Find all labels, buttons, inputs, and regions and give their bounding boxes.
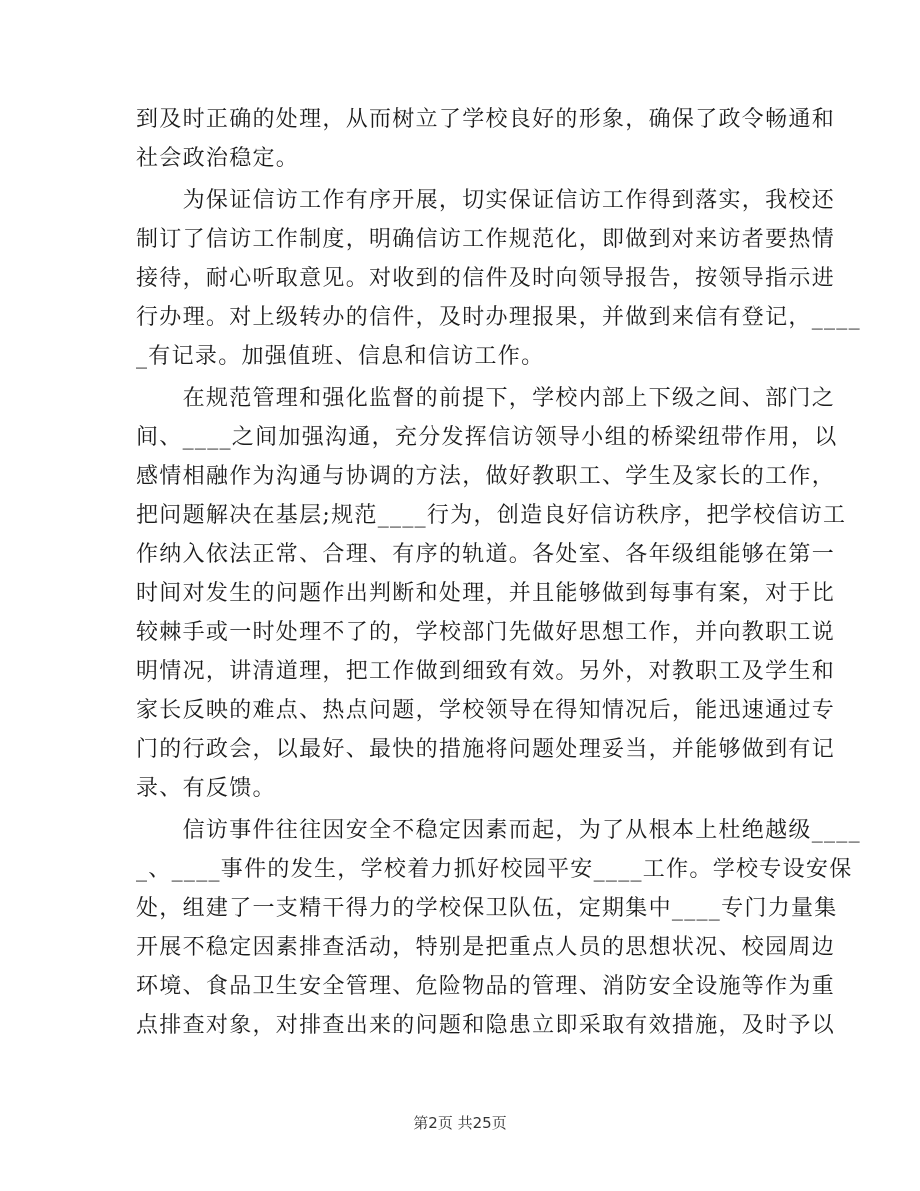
text-line: 明情况，讲清道理，把工作做到细致有效。另外，对教职工及学生和 [136, 659, 836, 684]
paragraph-4 [136, 811, 861, 1045]
paragraph-2 [136, 181, 861, 376]
page-number-footer: 第2页 共25页 [413, 1114, 507, 1132]
text-line: 作纳入依法正常、合理、有序的轨道。各处室、各年级组能够在第一 [136, 542, 836, 567]
text-line: 录、有反馈。 [136, 776, 276, 801]
text-line: 社会政治稳定。 [136, 146, 300, 171]
text-line: _有记录。加强值班、信息和信访工作。 [136, 344, 545, 369]
text-line: 制订了信访工作制度，明确信访工作规范化，即做到对来访者要热情 [136, 227, 836, 252]
text-line: 接待，耐心听取意见。对收到的信件及时向领导报告，按领导指示进 [136, 266, 836, 291]
text-line: 间、____之间加强沟通，充分发挥信访领导小组的桥梁纽带作用，以 [136, 425, 838, 450]
text-line: 处，组建了一支精干得力的学校保卫队伍，定期集中____专门力量集 [136, 896, 838, 921]
text-line: 感情相融作为沟通与协调的方法，做好教职工、学生及家长的工作， [136, 464, 836, 489]
text-line: 较棘手或一时处理不了的，学校部门先做好思想工作，并向教职工说 [136, 620, 836, 645]
text-line: 到及时正确的处理，从而树立了学校良好的形象，确保了政令畅通和 [136, 107, 836, 132]
text-line: 时间对发生的问题作出判断和处理，并且能够做到每事有案，对于比 [136, 581, 836, 606]
paragraph-3 [136, 379, 847, 808]
text-line: 环境、食品卫生安全管理、危险物品的管理、消防安全设施等作为重 [136, 974, 836, 999]
text-line: _、____事件的发生，学校着力抓好校园平安____工作。学校专设安保 [136, 857, 853, 882]
paragraph-1 [136, 100, 836, 178]
text-line: 在规范管理和强化监督的前提下，学校内部上下级之间、部门之 [136, 386, 836, 411]
text-line: 行办理。对上级转办的信件，及时办理报果，并做到来信有登记，____ [136, 305, 861, 330]
text-line: 门的行政会，以最好、最快的措施将问题处理妥当，并能够做到有记 [136, 737, 836, 762]
text-line: 信访事件往往因安全不稳定因素而起，为了从根本上杜绝越级____ [136, 818, 861, 843]
document-body [136, 100, 861, 1048]
text-line: 点排查对象，对排查出来的问题和隐患立即采取有效措施，及时予以 [136, 1013, 836, 1038]
text-line: 家长反映的难点、热点问题，学校领导在得知情况后，能迅速通过专 [136, 698, 836, 723]
text-line: 把问题解决在基层;规范____行为，创造良好信访秩序，把学校信访工 [136, 503, 847, 528]
text-line: 开展不稳定因素排查活动，特别是把重点人员的思想状况、校园周边 [136, 935, 836, 960]
text-line: 为保证信访工作有序开展，切实保证信访工作得到落实，我校还 [136, 188, 836, 213]
